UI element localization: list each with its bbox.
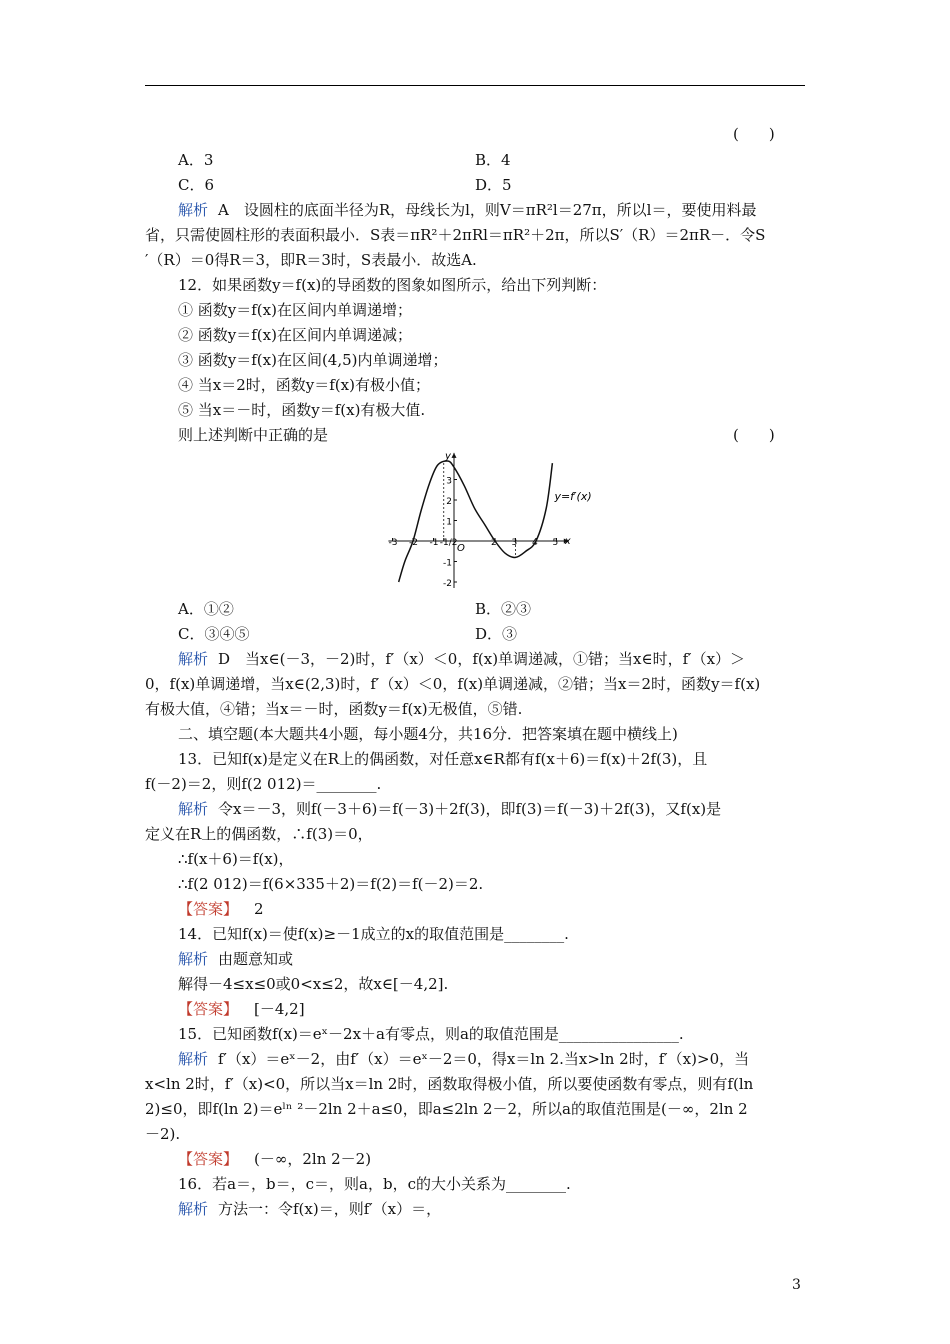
derivative-curve bbox=[399, 461, 553, 582]
q14-analysis-label: 解析 bbox=[178, 950, 209, 968]
x-tick-label: 2 bbox=[491, 538, 497, 548]
q16-analysis-label: 解析 bbox=[178, 1200, 209, 1218]
x-tick-label: -3 bbox=[388, 538, 398, 548]
q11-option-b: B．4 bbox=[475, 151, 511, 169]
x-tick-label: -1/2 bbox=[439, 538, 458, 548]
q11-analysis-line-1: A 设圆柱的底面半径为R，母线长为l，则V＝πR²l＝27π，所以l＝，要使用料最 bbox=[218, 201, 757, 219]
header-rule bbox=[145, 85, 805, 86]
y-tick-label: -1 bbox=[443, 558, 452, 569]
q13-stem-line-2: f(－2)＝2，则f(2 012)＝________. bbox=[145, 775, 382, 793]
x-tick-label: 3 bbox=[511, 538, 518, 548]
y-axis-arrow bbox=[452, 453, 457, 458]
q11-analysis-label: 解析 bbox=[178, 201, 209, 219]
q14-answer: [－4,2] bbox=[254, 1000, 305, 1018]
q13-analysis-line-3: ∴f(x＋6)＝f(x)， bbox=[178, 850, 294, 868]
q11-option-a: A．3 bbox=[178, 151, 214, 169]
q12-item-1: ① 函数y＝f(x)在区间内单调递增； bbox=[178, 301, 412, 319]
q16-analysis: 方法一：令f(x)＝，则f′（x）＝， bbox=[218, 1200, 442, 1218]
y-tick-label: 1 bbox=[446, 517, 452, 528]
q12-item-4: ④ 当x＝2时，函数y＝f(x)有极小值； bbox=[178, 376, 430, 394]
q15-answer-label: 【答案】 bbox=[178, 1150, 239, 1168]
curve-label: y=f′(x) bbox=[554, 490, 592, 503]
q13-analysis-label: 解析 bbox=[178, 800, 209, 818]
page-number: 3 bbox=[792, 1277, 801, 1293]
q12-analysis-label: 解析 bbox=[178, 650, 209, 668]
derivative-graph bbox=[388, 448, 593, 588]
q13-answer: 2 bbox=[254, 900, 264, 918]
q14-answer-label: 【答案】 bbox=[178, 1000, 239, 1018]
x-axis-label: x bbox=[564, 536, 571, 547]
q15-analysis-line-2: x<ln 2时，f′（x)<0，所以当x＝ln 2时，函数取得极小值，所以要使函数有零点，则有f(ln bbox=[145, 1075, 754, 1093]
y-tick-label: 3 bbox=[446, 476, 452, 487]
q11-option-c: C．6 bbox=[178, 176, 215, 194]
q14-analysis: 由题意知或 bbox=[218, 950, 294, 968]
q15-analysis-line-3: 2)≤0，即f(ln 2)＝eˡⁿ ²－2ln 2＋a≤0，即a≤2ln 2－2，所以a的取值范围是(－∞，2ln 2 bbox=[145, 1100, 748, 1118]
x-tick-label: 5 bbox=[552, 538, 559, 548]
q12-option-d: D．③ bbox=[475, 625, 518, 643]
q16-stem: 16．若a＝，b＝，c＝，则a，b，c的大小关系为________. bbox=[178, 1175, 571, 1193]
q12-analysis-line-3: 有极大值，④错；当x＝－时，函数y＝f(x)无极值，⑤错. bbox=[145, 700, 523, 718]
q13-analysis-line-4: ∴f(2 012)＝f(6×335＋2)＝f(2)＝f(－2)＝2. bbox=[178, 875, 484, 893]
q13-stem-line-1: 13．已知f(x)是定义在R上的偶函数，对任意x∈R都有f(x＋6)＝f(x)＋2f(3)，且 bbox=[178, 750, 708, 768]
origin-label: O bbox=[457, 543, 465, 554]
section2-title: 二、填空题(本大题共4小题，每小题4分，共16分．把答案填在题中横线上) bbox=[178, 725, 678, 743]
x-tick-label: 4 bbox=[532, 538, 538, 548]
x-tick-label: -1 bbox=[429, 538, 439, 548]
y-tick-label: 2 bbox=[446, 497, 452, 507]
q12-paren: ( ) bbox=[733, 426, 775, 444]
q14-solve: 解得－4≤x≤0或0<x≤2，故x∈[－4,2]. bbox=[178, 975, 449, 993]
q12-analysis-line-1: D 当x∈(－3，－2)时，f′（x）＜0，f(x)单调递减，①错；当x∈时，f′（x）＞ bbox=[218, 650, 746, 668]
y-tick-label: -2 bbox=[443, 579, 452, 588]
x-tick-label: -2 bbox=[409, 538, 418, 548]
y-axis-label: y bbox=[445, 450, 451, 462]
q12-option-c: C．③④⑤ bbox=[178, 625, 250, 643]
q15-stem: 15．已知函数f(x)＝eˣ－2x＋a有零点，则a的取值范围是________________. bbox=[178, 1025, 684, 1043]
q11-analysis-line-3: ′（R）＝0得R＝3，即R＝3时，S表最小．故选A. bbox=[145, 251, 477, 269]
q12-option-a: A．①② bbox=[178, 600, 234, 618]
q15-analysis-label: 解析 bbox=[178, 1050, 209, 1068]
q13-answer-label: 【答案】 bbox=[178, 900, 239, 918]
q12-item-5: ⑤ 当x＝－时，函数y＝f(x)有极大值. bbox=[178, 401, 426, 419]
q13-analysis-line-1: 令x＝－3，则f(－3＋6)＝f(－3)＋2f(3)，即f(3)＝f(－3)＋2f(3)，又f(x)是 bbox=[218, 800, 722, 818]
q14-stem: 14．已知f(x)＝使f(x)≥－1成立的x的取值范围是________. bbox=[178, 925, 569, 943]
q12-item-3: ③ 函数y＝f(x)在区间(4,5)内单调递增； bbox=[178, 351, 448, 369]
q12-item-2: ② 函数y＝f(x)在区间内单调递减； bbox=[178, 326, 412, 344]
q15-analysis-line-4: －2). bbox=[145, 1125, 181, 1143]
q11-option-d: D．5 bbox=[475, 176, 512, 194]
q15-analysis-line-1: f′（x）＝eˣ－2，由f′（x）＝eˣ－2＝0，得x＝ln 2.当x>ln 2时，f′（x)>0，当 bbox=[218, 1050, 750, 1068]
q12-ask: 则上述判断中正确的是 bbox=[178, 426, 329, 444]
q11-paren: ( ) bbox=[733, 125, 775, 143]
q12-analysis-line-2: 0，f(x)单调递增，当x∈(2,3)时，f′（x）＜0，f(x)单调递减，②错；当x＝2时，函数y＝f(x) bbox=[145, 675, 761, 693]
q13-analysis-line-2: 定义在R上的偶函数，∴f(3)＝0， bbox=[145, 825, 373, 843]
q12-option-b: B．②③ bbox=[475, 600, 532, 618]
q12-stem: 12．如果函数y＝f(x)的导函数的图象如图所示，给出下列判断： bbox=[178, 276, 607, 294]
q11-analysis-line-2: 省，只需使圆柱形的表面积最小．S表＝πR²＋2πRl＝πR²＋2π，所以S′（R）＝2πR－．令S bbox=[145, 226, 766, 244]
q15-answer: (－∞，2ln 2－2) bbox=[254, 1150, 372, 1168]
